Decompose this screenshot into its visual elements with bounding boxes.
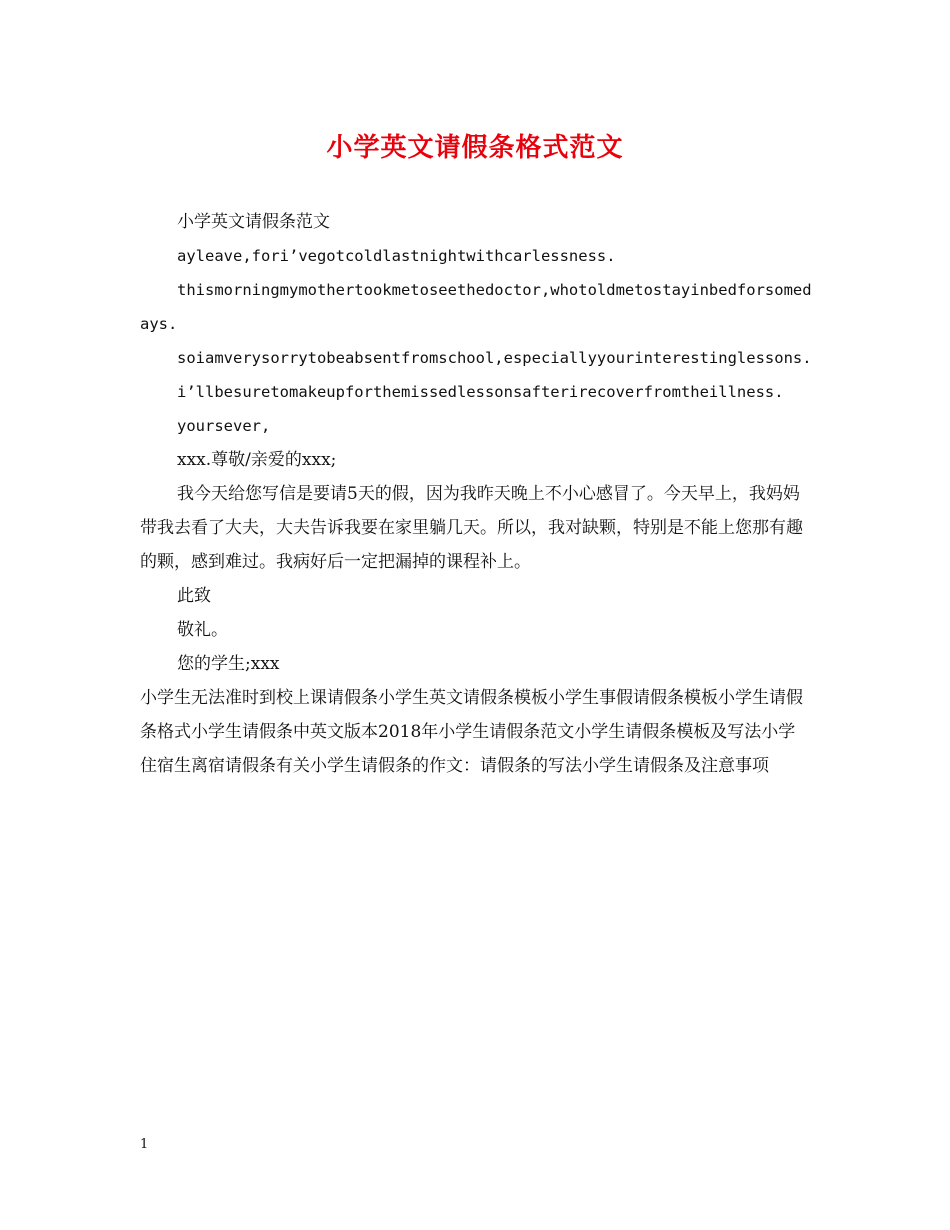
document-title: 小学英文请假条格式范文: [326, 133, 624, 163]
paragraph-english-3: soiamverysorrytobeabsentfromschool,especiallyyourinterestinglessons.: [177, 349, 812, 367]
paragraph-closing-2: 敬礼。: [177, 620, 228, 640]
paragraph-salutation: xxx.尊敬/亲爱的xxx;: [177, 450, 337, 470]
document-body: [140, 205, 812, 783]
related-links-paragraph: 小学生无法准时到校上课请假条小学生英文请假条模板小学生事假请假条模板小学生请假条格式小学生请假条中英文版本2018年小学生请假条范文小学生请假条模板及写法小学住宿生离宿请假条有关小学生请假条的作文：请假条的写法小学生请假条及注意事项: [140, 688, 803, 776]
page-number: 1: [140, 1137, 149, 1152]
paragraph-chinese-body: 我今天给您写信是要请5天的假，因为我昨天晚上不小心感冒了。今天早上，我妈妈带我去看了大夫，大夫告诉我要在家里躺几天。所以，我对缺颗，特别是不能上您那有趣的颗，感到难过。我病好后一定把漏掉的课程补上。: [140, 484, 803, 572]
paragraph-signature: 您的学生;xxx: [177, 654, 280, 674]
paragraph-english-closing: yoursever,: [177, 417, 271, 435]
paragraph-english-2: thismorningmymothertookmetoseethedoctor,whotoldmetostayinbedforsomedays.: [140, 281, 812, 333]
paragraph-english-4: i’llbesuretomakeupforthemissedlessonsafterirecoverfromtheillness.: [177, 383, 784, 401]
paragraph-closing-1: 此致: [177, 586, 211, 606]
paragraph-english-1: ayleave,fori’vegotcoldlastnightwithcarlessness.: [177, 247, 616, 265]
paragraph-heading: 小学英文请假条范文: [177, 212, 330, 232]
